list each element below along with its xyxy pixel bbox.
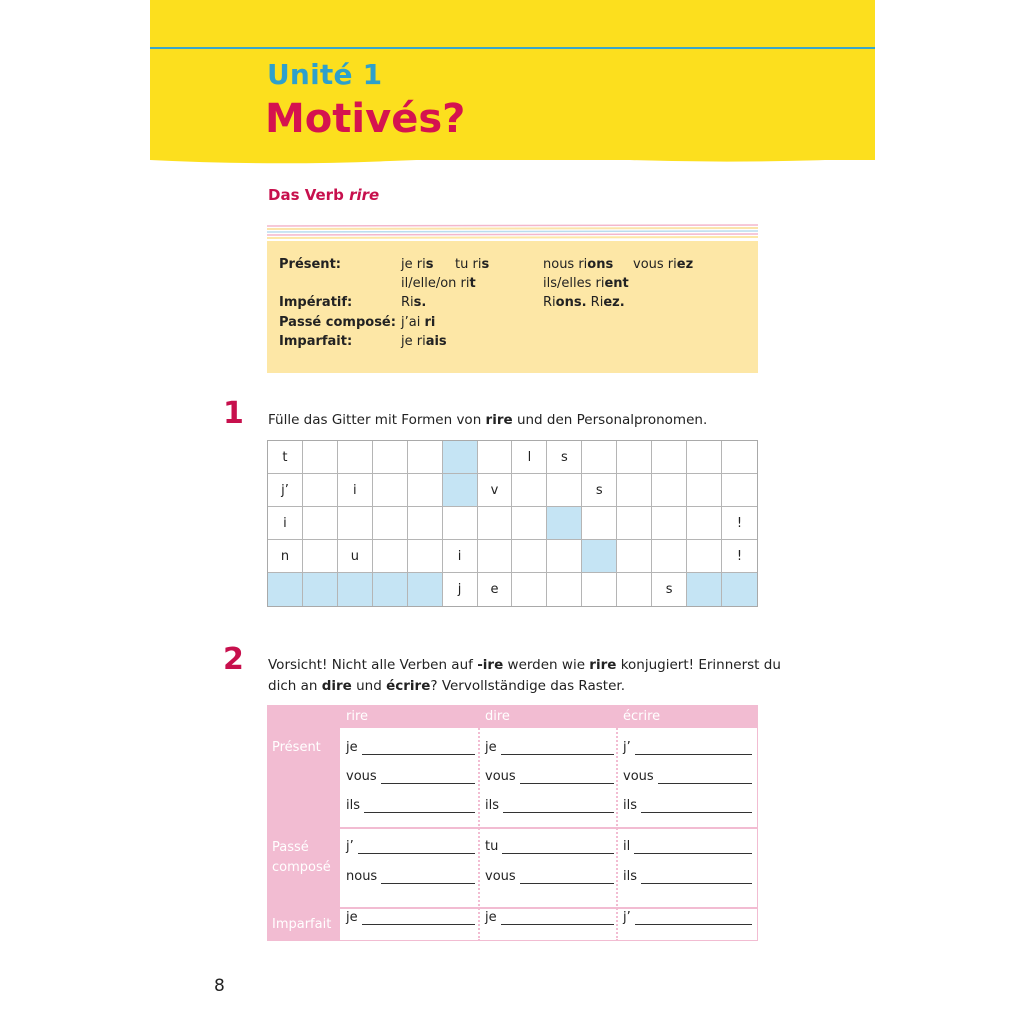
grid-cell[interactable]: u — [338, 540, 373, 573]
row-separator — [267, 827, 758, 829]
grid-cell[interactable] — [373, 507, 408, 540]
form-je-ris: je ris — [401, 257, 434, 272]
grid-cell[interactable] — [582, 573, 617, 606]
grid-cell[interactable] — [373, 573, 408, 606]
grid-cell[interactable] — [512, 474, 547, 507]
rule-box-stripes — [267, 223, 758, 241]
grid-cell[interactable] — [617, 441, 652, 474]
grid-cell[interactable] — [373, 441, 408, 474]
form-rions-riez-imp: Rions. Riez. — [543, 295, 625, 310]
form-tu-ris: tu ris — [455, 257, 490, 272]
blank-imparfait-dire-je[interactable]: je — [485, 910, 614, 925]
grid-cell[interactable] — [373, 474, 408, 507]
grid-cell[interactable] — [547, 573, 582, 606]
grid-cell[interactable] — [617, 573, 652, 606]
form-il-rit: il/elle/on rit — [401, 276, 476, 291]
grid-cell[interactable] — [652, 540, 687, 573]
form-ils-rient: ils/elles rient — [543, 276, 629, 291]
imperatif-label: Impératif: — [279, 295, 353, 310]
section-heading-prefix: Das Verb — [268, 186, 344, 204]
grid-cell[interactable] — [547, 474, 582, 507]
grid-cell[interactable]: i — [443, 540, 478, 573]
grid-cell[interactable] — [408, 474, 443, 507]
exercise-1-number: 1 — [223, 396, 244, 431]
exercise-1-instruction: Fülle das Gitter mit Formen von rire und den Personalpronomen. — [268, 412, 708, 428]
header-wave-edge — [150, 154, 875, 166]
exercise-2-instruction-line2: dich an dire und écrire? Vervollständige das Raster. — [268, 678, 626, 694]
grid-cell[interactable] — [512, 507, 547, 540]
row-present: Présent — [267, 728, 340, 828]
unit-header — [150, 0, 875, 160]
grid-cell[interactable] — [512, 540, 547, 573]
grid-cell[interactable] — [303, 474, 338, 507]
grid-cell[interactable] — [303, 573, 338, 606]
grid-cell[interactable] — [408, 573, 443, 606]
grid-cell[interactable] — [373, 540, 408, 573]
grid-cell[interactable] — [722, 474, 757, 507]
grid-cell[interactable] — [617, 507, 652, 540]
exercise-2-instruction-line1: Vorsicht! Nicht alle Verben auf -ire werden wie rire konjugiert! Erinnerst du — [268, 657, 781, 673]
grid-cell[interactable] — [687, 540, 722, 573]
grid-cell[interactable]: j’ — [268, 474, 303, 507]
form-vous-riez: vous riez — [633, 257, 694, 272]
grid-cell[interactable] — [617, 474, 652, 507]
blank-present-ecrire-je[interactable]: j’ — [623, 740, 752, 755]
column-separator — [478, 705, 480, 941]
page-number: 8 — [214, 976, 225, 996]
blank-present-rire-vous[interactable]: vous — [346, 769, 475, 784]
column-dire: dire — [485, 709, 510, 724]
grid-cell[interactable] — [303, 540, 338, 573]
grid-cell[interactable]: t — [268, 441, 303, 474]
blank-pc-ecrire-ils[interactable]: ils — [623, 869, 752, 884]
grid-cell[interactable] — [408, 540, 443, 573]
grid-cell[interactable]: l — [512, 441, 547, 474]
grid-cell[interactable] — [443, 507, 478, 540]
present-label: Présent: — [279, 257, 341, 272]
grid-cell[interactable] — [478, 441, 513, 474]
column-rire: rire — [346, 709, 369, 724]
grid-cell[interactable] — [443, 474, 478, 507]
row-separator — [267, 907, 758, 909]
blank-pc-rire-je[interactable]: j’ — [346, 839, 475, 854]
form-je-riais: je riais — [401, 334, 447, 349]
blank-present-rire-ils[interactable]: ils — [346, 798, 475, 813]
grid-cell[interactable] — [652, 474, 687, 507]
grid-cell[interactable] — [338, 441, 373, 474]
form-ris-imp: Ris. — [401, 295, 427, 310]
imparfait-label: Imparfait: — [279, 334, 353, 349]
unit-title: Motivés? — [265, 96, 466, 142]
unit-label: Unité 1 — [267, 58, 383, 91]
section-heading-verb: rire — [349, 186, 380, 204]
grid-cell[interactable] — [547, 540, 582, 573]
grid-cell[interactable] — [303, 441, 338, 474]
grid-cell[interactable] — [687, 441, 722, 474]
blank-pc-rire-nous[interactable]: nous — [346, 869, 475, 884]
section-heading — [268, 186, 379, 204]
grid-cell[interactable] — [478, 540, 513, 573]
blank-present-rire-je[interactable]: je — [346, 740, 475, 755]
blank-present-dire-vous[interactable]: vous — [485, 769, 614, 784]
blank-present-ecrire-vous[interactable]: vous — [623, 769, 752, 784]
grid-cell[interactable] — [722, 441, 757, 474]
grid-cell[interactable] — [268, 573, 303, 606]
grid-cell[interactable] — [303, 507, 338, 540]
row-passe-compose: Passé composé — [267, 828, 340, 908]
grid-cell[interactable] — [617, 540, 652, 573]
grid-cell[interactable] — [478, 507, 513, 540]
grid-cell[interactable] — [687, 474, 722, 507]
blank-pc-dire-vous[interactable]: vous — [485, 869, 614, 884]
column-separator — [616, 705, 618, 941]
grid-cell[interactable]: s — [652, 573, 687, 606]
grid-cell[interactable] — [443, 441, 478, 474]
form-nous-rions: nous rions — [543, 257, 614, 272]
grid-cell[interactable]: e — [478, 573, 513, 606]
grid-cell[interactable] — [687, 573, 722, 606]
blank-imparfait-ecrire-j[interactable]: j’ — [623, 910, 752, 925]
grid-cell[interactable] — [582, 441, 617, 474]
blank-present-ecrire-ils[interactable]: ils — [623, 798, 752, 813]
blank-present-dire-ils[interactable]: ils — [485, 798, 614, 813]
grid-cell[interactable]: s — [547, 441, 582, 474]
grid-cell[interactable] — [582, 507, 617, 540]
grid-cell[interactable] — [652, 507, 687, 540]
blank-present-dire-je[interactable]: je — [485, 740, 614, 755]
grammar-rule-box — [267, 223, 758, 373]
row-imparfait: Imparfait — [267, 908, 340, 941]
passe-compose-label: Passé composé: — [279, 315, 396, 330]
grid-cell[interactable]: ! — [722, 540, 757, 573]
grid-cell[interactable] — [408, 507, 443, 540]
grid-cell[interactable] — [338, 507, 373, 540]
grid-cell[interactable]: ! — [722, 507, 757, 540]
letter-grid — [267, 440, 758, 607]
blank-pc-dire-tu[interactable]: tu — [485, 839, 614, 854]
blank-imparfait-rire-je[interactable]: je — [346, 910, 475, 925]
grid-cell[interactable]: s — [582, 474, 617, 507]
grid-cell[interactable] — [687, 507, 722, 540]
grid-cell[interactable]: j — [443, 573, 478, 606]
grid-cell[interactable]: v — [478, 474, 513, 507]
exercise-2-number: 2 — [223, 642, 244, 677]
grid-cell[interactable]: i — [268, 507, 303, 540]
header-rule — [150, 47, 875, 49]
grid-cell[interactable]: i — [338, 474, 373, 507]
grid-cell[interactable] — [408, 441, 443, 474]
grid-cell[interactable]: n — [268, 540, 303, 573]
grid-cell[interactable] — [722, 573, 757, 606]
grid-cell[interactable] — [582, 540, 617, 573]
grid-cell[interactable] — [547, 507, 582, 540]
column-ecrire: écrire — [623, 709, 661, 724]
grid-cell[interactable] — [512, 573, 547, 606]
grid-cell[interactable] — [652, 441, 687, 474]
form-jai-ri: j’ai ri — [401, 315, 436, 330]
grid-cell[interactable] — [338, 573, 373, 606]
blank-pc-ecrire-il[interactable]: il — [623, 839, 752, 854]
